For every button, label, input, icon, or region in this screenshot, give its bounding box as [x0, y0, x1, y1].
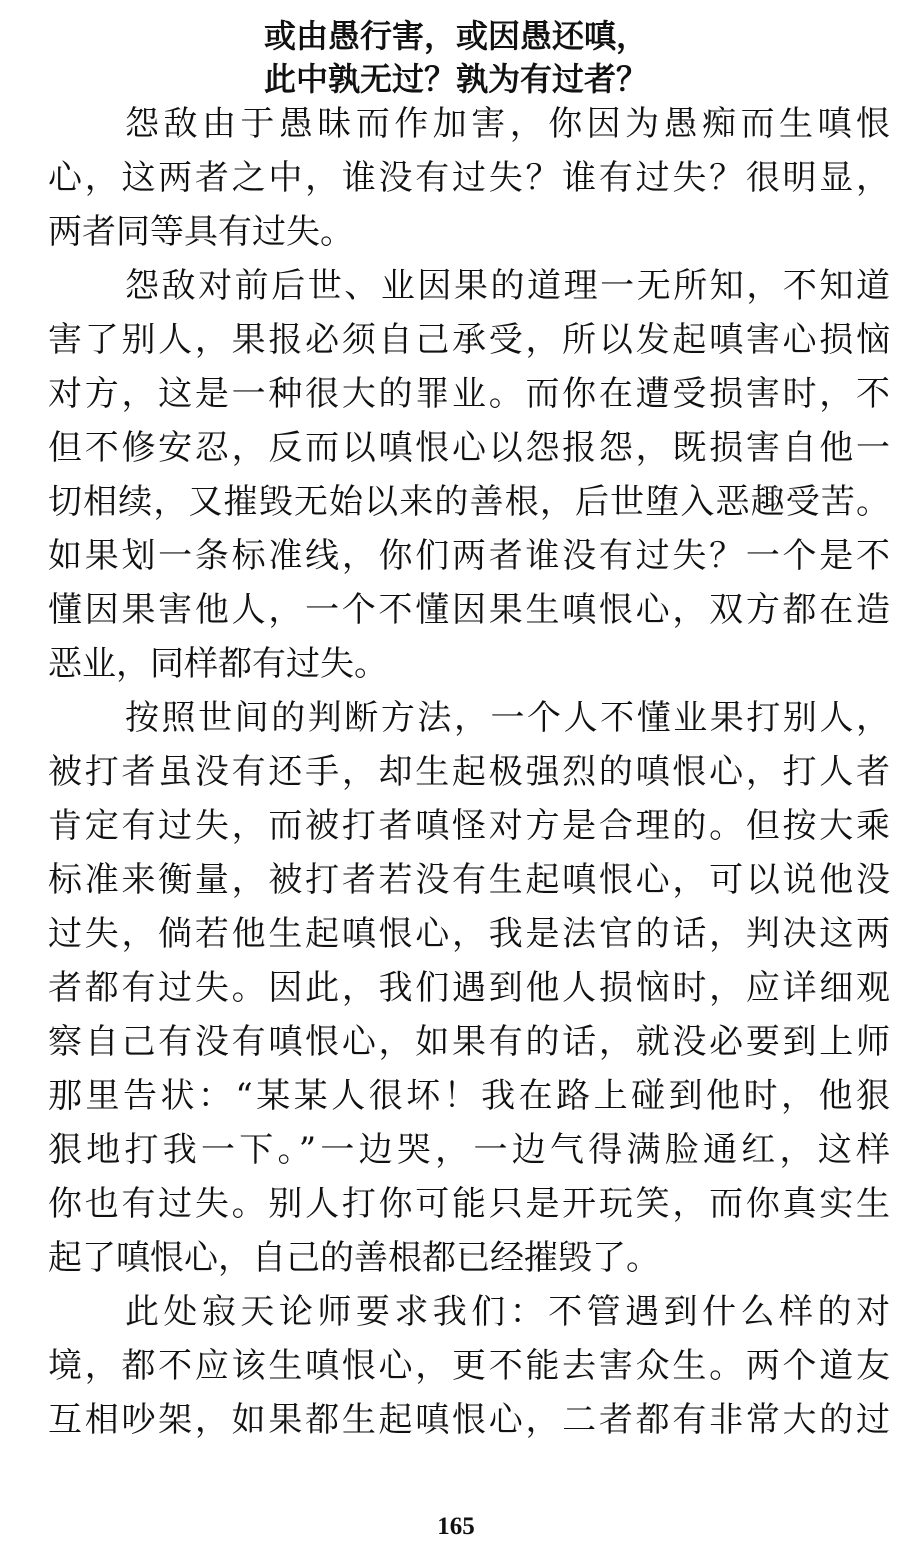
- text-line: 过失，倘若他生起嗔恨心，我是法官的话，判决这两: [48, 914, 890, 954]
- text-line: 如果划一条标准线，你们两者谁没有过失？一个是不: [48, 536, 890, 576]
- text-line: 肯定有过失，而被打者嗔怪对方是合理的。但按大乘: [48, 806, 890, 846]
- text-line: 心，这两者之中，谁没有过失？谁有过失？很明显，: [48, 158, 890, 198]
- text-line: 你也有过失。别人打你可能只是开玩笑，而你真实生: [48, 1184, 890, 1224]
- text-line: 懂因果害他人，一个不懂因果生嗔恨心，双方都在造: [48, 590, 890, 630]
- paragraph-4: [48, 1285, 890, 1447]
- text-line: 被打者虽没有还手，却生起极强烈的嗔恨心，打人者: [48, 752, 890, 792]
- page-number: 165: [437, 1513, 475, 1540]
- text-line: 狠地打我一下。”一边哭，一边气得满脸通红，这样: [48, 1130, 890, 1170]
- paragraph-1: [48, 97, 890, 259]
- text-line: 恶业，同样都有过失。: [48, 644, 388, 684]
- text-line: 标准来衡量，被打者若没有生起嗔恨心，可以说他没: [48, 860, 890, 900]
- text-line: 此处寂天论师要求我们：不管遇到什么样的对: [125, 1292, 890, 1332]
- verse-line-1: 或由愚行害，或因愚还嗔，: [263, 17, 648, 55]
- text-line: 切相续，又摧毁无始以来的善根，后世堕入恶趣受苦。: [48, 482, 890, 522]
- text-line: 者都有过失。因此，我们遇到他人损恼时，应详细观: [48, 968, 890, 1008]
- text-line: 察自己有没有嗔恨心，如果有的话，就没必要到上师: [48, 1022, 890, 1062]
- text-line: 怨敌对前后世、业因果的道理一无所知，不知道: [125, 266, 890, 306]
- text-line: 害了别人，果报必须自己承受，所以发起嗔害心损恼: [48, 320, 890, 360]
- text-line: 两者同等具有过失。: [48, 212, 354, 252]
- text-line: 但不修安忍，反而以嗔恨心以怨报怨，既损害自他一: [48, 428, 890, 468]
- text-line: 对方，这是一种很大的罪业。而你在遭受损害时，不: [48, 374, 890, 414]
- text-line: 起了嗔恨心，自己的善根都已经摧毁了。: [48, 1238, 660, 1278]
- text-line: 互相吵架，如果都生起嗔恨心，二者都有非常大的过: [48, 1400, 890, 1440]
- paragraph-2: [48, 259, 890, 691]
- text-line: 境，都不应该生嗔恨心，更不能去害众生。两个道友: [48, 1346, 890, 1386]
- text-line: 怨敌由于愚昧而作加害，你因为愚痴而生嗔恨: [125, 104, 890, 144]
- text-line: 那里告状：“某某人很坏！我在路上碰到他时，他狠: [48, 1076, 890, 1116]
- text-line: 按照世间的判断方法，一个人不懂业果打别人，: [125, 698, 890, 738]
- paragraph-3: [48, 691, 890, 1285]
- commentary-body: [48, 97, 890, 1447]
- verse-line-2: 此中孰无过？孰为有过者？: [263, 60, 648, 98]
